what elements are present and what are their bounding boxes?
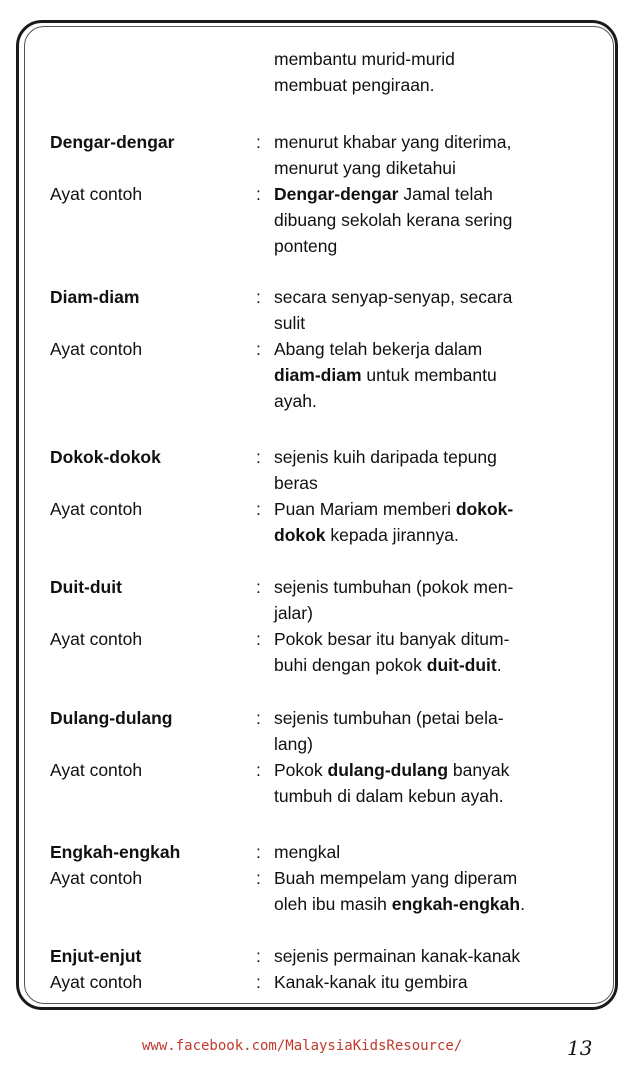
- entry-meaning-line: sulit: [274, 313, 306, 333]
- example-line: [274, 233, 337, 259]
- example-label: Ayat contoh: [50, 629, 143, 649]
- colon: :: [256, 842, 261, 862]
- entry-meaning-line: jalar): [274, 603, 313, 623]
- example-text: ponteng: [274, 236, 338, 256]
- entry-term: Enjut-enjut: [50, 946, 142, 966]
- example-line: [274, 181, 493, 207]
- example-line: [274, 522, 459, 548]
- colon: :: [256, 629, 261, 649]
- example-text: dibuang sekolah kerana sering: [274, 210, 513, 230]
- example-text: .: [496, 655, 502, 675]
- colon: :: [256, 447, 261, 467]
- example-text: Pokok besar itu banyak ditum-: [274, 629, 510, 649]
- colon: :: [256, 287, 261, 307]
- example-text: untuk membantu: [361, 365, 497, 385]
- example-keyword: duit-duit: [426, 655, 497, 675]
- example-line: [274, 969, 468, 995]
- example-line: [274, 207, 512, 233]
- entry-term: Dengar-dengar: [50, 132, 175, 152]
- colon: :: [256, 946, 261, 966]
- example-line: [274, 783, 504, 809]
- entry-meaning-line: menurut khabar yang diterima,: [274, 132, 512, 152]
- colon: :: [256, 708, 261, 728]
- example-keyword: dokok: [274, 525, 326, 545]
- example-line: [274, 865, 517, 891]
- colon: :: [256, 577, 261, 597]
- colon: :: [256, 132, 261, 152]
- example-text: kepada jirannya.: [325, 525, 459, 545]
- entry-meaning-line: sejenis tumbuhan (petai bela-: [274, 708, 504, 728]
- example-keyword: engkah-engkah: [391, 894, 521, 914]
- entry-meaning-line: secara senyap-senyap, secara: [274, 287, 513, 307]
- example-line: [274, 336, 482, 362]
- entry-term: Dokok-dokok: [50, 447, 161, 467]
- example-text: .: [520, 894, 525, 914]
- entry-meaning-line: menurut yang diketahui: [274, 158, 456, 178]
- example-text: Abang telah bekerja dalam: [274, 339, 483, 359]
- example-keyword: dulang-dulang: [327, 760, 449, 780]
- example-line: [274, 496, 513, 522]
- example-keyword: dokok-: [455, 499, 514, 519]
- intro-line: membuat pengiraan.: [274, 75, 435, 95]
- colon: :: [256, 760, 261, 780]
- entry-term: Diam-diam: [50, 287, 140, 307]
- entry-meaning-line: sejenis tumbuhan (pokok men-: [274, 577, 514, 597]
- entry-meaning-line: beras: [274, 473, 318, 493]
- example-line: [274, 757, 509, 783]
- entry-term: Engkah-engkah: [50, 842, 181, 862]
- example-text: ayah.: [274, 391, 317, 411]
- example-text: buhi dengan pokok: [274, 655, 427, 675]
- example-label: Ayat contoh: [50, 339, 143, 359]
- entry-term: Dulang-dulang: [50, 708, 173, 728]
- colon: :: [256, 339, 261, 359]
- example-label: Ayat contoh: [50, 760, 143, 780]
- intro-line: membantu murid-murid: [274, 49, 455, 69]
- entry-meaning-line: lang): [274, 734, 313, 754]
- entry-meaning-line: sejenis permainan kanak-kanak: [274, 946, 521, 966]
- example-line: [274, 362, 497, 388]
- example-keyword: Dengar-dengar: [274, 184, 399, 204]
- example-label: Ayat contoh: [50, 499, 143, 519]
- footer-url-link[interactable]: www.facebook.com/MalaysiaKidsResource/: [142, 1038, 463, 1054]
- example-text: tumbuh di dalam kebun ayah.: [274, 786, 504, 806]
- colon: :: [256, 184, 261, 204]
- example-text: oleh ibu masih: [274, 894, 392, 914]
- example-text: Kanak-kanak itu gembira: [274, 972, 468, 992]
- example-text: Buah mempelam yang diperam: [274, 868, 518, 888]
- example-line: [274, 388, 317, 414]
- example-label: Ayat contoh: [50, 184, 143, 204]
- example-line: [274, 891, 525, 917]
- example-text: Jamal telah: [398, 184, 493, 204]
- entry-meaning-line: sejenis kuih daripada tepung: [274, 447, 497, 467]
- example-text: Pokok: [274, 760, 328, 780]
- example-keyword: diam-diam: [274, 365, 362, 385]
- colon: :: [256, 499, 261, 519]
- entry-meaning-line: mengkal: [274, 842, 341, 862]
- example-line: [274, 626, 509, 652]
- colon: :: [256, 972, 261, 992]
- example-label: Ayat contoh: [50, 972, 143, 992]
- entry-term: Duit-duit: [50, 577, 122, 597]
- example-text: Puan Mariam memberi: [274, 499, 456, 519]
- example-text: banyak: [448, 760, 510, 780]
- colon: :: [256, 868, 261, 888]
- example-line: [274, 652, 502, 678]
- page-number: 13: [567, 1036, 593, 1060]
- example-label: Ayat contoh: [50, 868, 143, 888]
